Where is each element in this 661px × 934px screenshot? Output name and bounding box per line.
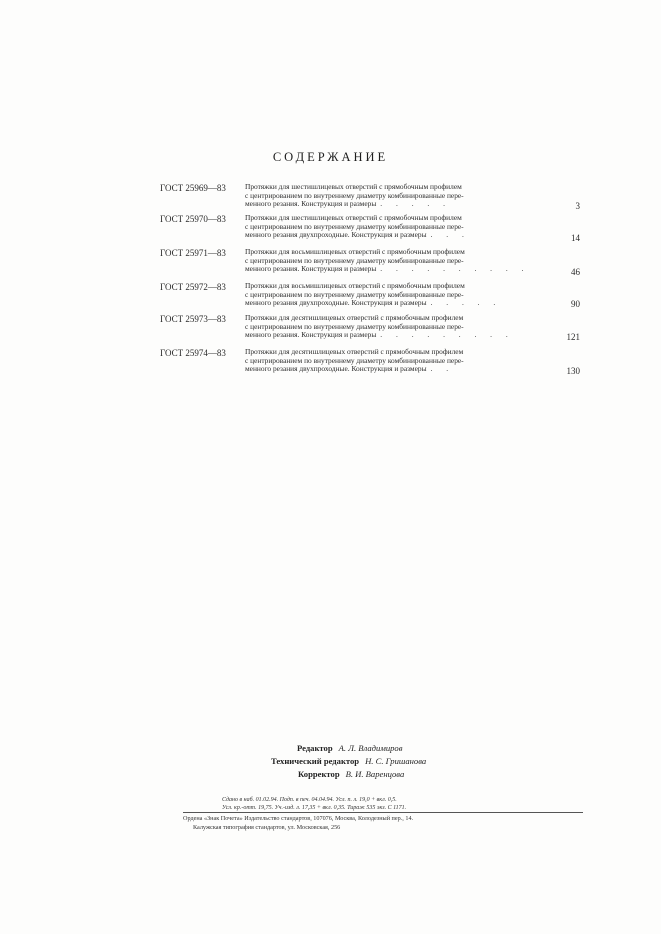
credit-name: Н. С. Гришанова — [365, 756, 427, 766]
toc-entry-line: Протяжки для шестишлицевых отверстий с прямобочным профилем — [245, 182, 462, 191]
toc-entry-line: с центрированием по внутреннему диаметру комбинированные пере- — [245, 289, 464, 299]
imprint-line: Усл. кр.-отт. 19,75. Уч.-изд. л. 17,35 + вкл. 0,35. Тираж 535 экз. С 1171. — [222, 805, 407, 811]
toc-entry-code: ГОСТ 25971—83 — [160, 248, 226, 258]
credit-corrector — [271, 768, 471, 781]
credit-name: А. Л. Владимиров — [338, 743, 403, 753]
toc-entry-line: с центрированием по внутреннему диаметру комбинированные пере- — [245, 321, 464, 331]
toc-entry-description — [245, 214, 565, 240]
toc-entry — [160, 348, 580, 388]
toc-entry-line: менного резания двухпроходные. Конструкция и размеры — [245, 230, 427, 240]
credit-tech-editor — [271, 755, 471, 768]
toc-entry-line: с центрированием по внутреннему диаметру комбинированные пере- — [245, 255, 464, 265]
toc-entry-line: с центрированием по внутреннему диаметру комбинированные пере- — [245, 190, 464, 200]
dot-leader: . . . . . . . . . — [380, 330, 514, 340]
toc-entry-description — [245, 314, 565, 340]
toc-entry-line: менного резания. Конструкция и размеры — [245, 199, 377, 209]
toc-entry-line: менного резания. Конструкция и размеры — [245, 264, 377, 274]
toc-entry-code: ГОСТ 25969—83 — [160, 183, 226, 193]
toc-entry-code: ГОСТ 25974—83 — [160, 348, 226, 358]
toc-entry-line: Протяжки для десятишлицевых отверстий с прямобочным профилем — [245, 347, 464, 356]
credit-name: В. И. Варенцова — [345, 769, 405, 779]
publisher-line: Ордена «Знак Почета» Издательство стандартов, 107076, Москва, Колодезный пер., 14. — [183, 815, 414, 822]
toc-entry-line: с центрированием по внутреннему диаметру комбинированные пере- — [245, 355, 464, 365]
toc-entry-page: 14 — [571, 233, 580, 243]
toc-entry-line: Протяжки для восьмишлицевых отверстий с прямобочным профилем — [245, 247, 465, 256]
publisher-block — [183, 815, 603, 832]
dot-leader: . . . . . — [430, 298, 502, 308]
toc-entry-line: с центрированием по внутреннему диаметру комбинированные пере- — [245, 221, 464, 231]
toc-entry-code: ГОСТ 25973—83 — [160, 314, 226, 324]
credits-block — [271, 742, 471, 781]
credit-role: Редактор — [297, 743, 333, 753]
toc-entry-code: ГОСТ 25972—83 — [160, 282, 226, 292]
toc-entry-page: 46 — [571, 267, 580, 277]
toc-title: СОДЕРЖАНИЕ — [272, 150, 389, 164]
toc-entry-line: Протяжки для десятишлицевых отверстий с прямобочным профилем — [245, 313, 464, 322]
dot-leader: . . . . . . . . . . — [380, 264, 530, 274]
toc-entry-line: Протяжки для восьмишлицевых отверстий с прямобочным профилем — [245, 281, 465, 290]
toc-entry-description — [245, 348, 565, 374]
toc-entry-description — [245, 282, 565, 308]
toc-entry-code: ГОСТ 25970—83 — [160, 214, 226, 224]
toc-entry-line: менного резания двухпроходные. Конструкция и размеры — [245, 298, 427, 308]
credit-role: Технический редактор — [271, 756, 360, 766]
publisher-line: Калужская типография стандартов, ул. Московская, 256 — [193, 823, 341, 831]
toc-entry-page: 130 — [566, 366, 580, 376]
imprint-line: Сдано в наб. 01.02.94. Подп. в печ. 04.04.94. Усл. п. л. 19,0 + вкл. 0,5. — [222, 797, 397, 803]
toc-entry-line: менного резания двухпроходные. Конструкция и размеры — [245, 364, 427, 374]
toc-entry-line: менного резания. Конструкция и размеры — [245, 330, 377, 340]
toc-entry-description — [245, 183, 565, 209]
divider — [183, 812, 583, 813]
toc-entry-page: 3 — [575, 201, 580, 211]
dot-leader: . . . — [430, 230, 470, 240]
credit-role: Корректор — [298, 769, 340, 779]
credit-editor — [271, 742, 471, 755]
toc-entry-description — [245, 248, 565, 274]
toc-entry-line: Протяжки для шестишлицевых отверстий с прямобочным профилем — [245, 213, 462, 222]
dot-leader: . . — [430, 364, 455, 374]
imprint-block — [222, 796, 622, 812]
dot-leader: . . . . . — [380, 199, 451, 209]
toc-entry-page: 121 — [566, 332, 580, 342]
toc-entry-page: 90 — [571, 299, 580, 309]
